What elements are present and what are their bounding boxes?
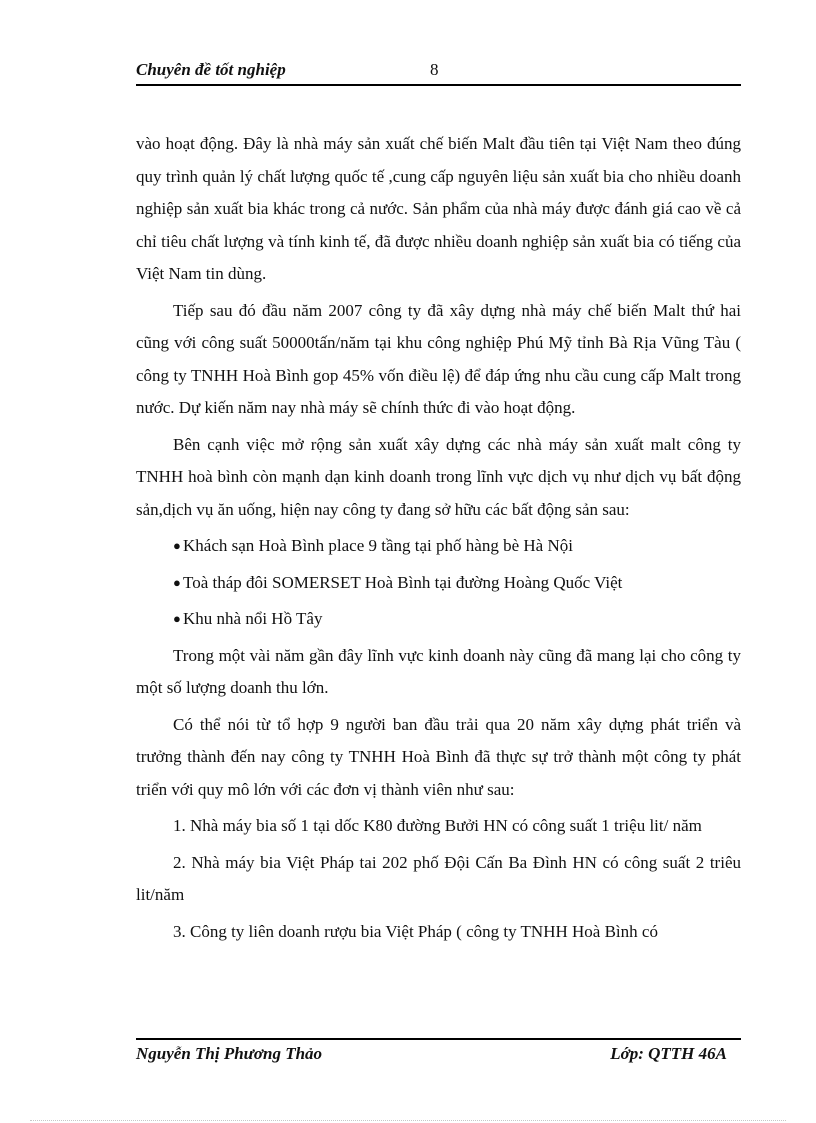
list-item <box>136 530 741 563</box>
list-item <box>136 567 741 600</box>
paragraph-5: Có thể nói từ tổ hợp 9 người ban đầu trải qua 20 năm xây dựng phát triển và trưởng thành đến nay công ty TNHH Hoà Bình đã thực sự trở thành một công ty phát triển với quy mô lớn với các đơn vị thành viên như sau: <box>136 714 741 799</box>
bullet-text: Toà tháp đôi SOMERSET Hoà Bình tại đường Hoàng Quốc Việt <box>183 572 623 592</box>
author-name: Nguyễn Thị Phương Thảo <box>136 1044 323 1063</box>
page-footer <box>136 1038 741 1065</box>
page-edge-divider <box>30 1120 786 1121</box>
paragraph-1: vào hoạt động. Đây là nhà máy sản xuất chế biến Malt đầu tiên tại Việt Nam theo đúng quy trình quản lý chất lượng quốc tế ,cung cấp nguyên liệu sản xuất bia cho nhiều doanh nghiệp sản xuất bia khác trong cả nước. Sản phẩm của nhà máy được đánh giá cao về cả chỉ tiêu chất lượng và tính kinh tế, đã được nhiều doanh nghiệp sản xuất bia có tiếng của Việt Nam tin dùng. <box>136 134 741 283</box>
page-header <box>136 60 741 86</box>
list-item <box>136 603 741 636</box>
bullet-icon: ● <box>173 574 181 590</box>
paragraph-2: Tiếp sau đó đầu năm 2007 công ty đã xây dựng nhà máy chế biến Malt thứ hai cũng với công suất 50000tấn/năm tại khu công nghiệp Phú Mỹ tỉnh Bà Rịa Vũng Tàu ( công ty TNHH Hoà Bình gop 45% vốn điều lệ) để đáp ứng nhu cầu cung cấp Malt trong nước. Dự kiến năm nay nhà máy sẽ chính thức đi vào hoạt động. <box>136 300 741 417</box>
bullet-text: Khu nhà nổi Hồ Tây <box>183 609 323 628</box>
document-body <box>136 128 741 952</box>
document-title: Chuyên đề tốt nghiệp <box>136 60 286 79</box>
paragraph-3: Bên cạnh việc mở rộng sản xuất xây dựng các nhà máy sản xuất malt công ty TNHH hoà bình còn mạnh dạn kinh doanh trong lĩnh vực dịch vụ như dịch vụ bất động sản,dịch vụ ăn uống, hiện nay công ty đang sở hữu các bất động sản sau: <box>136 434 741 519</box>
numbered-item-3: 3. Công ty liên doanh rượu bia Việt Pháp ( công ty TNHH Hoà Bình có <box>173 921 658 941</box>
bullet-icon: ● <box>173 611 181 626</box>
paragraph-4: Trong một vài năm gần đây lĩnh vực kinh doanh này cũng đã mang lại cho công ty một số lượng doanh thu lớn. <box>136 645 741 697</box>
bullet-text: Khách sạn Hoà Bình place 9 tầng tại phố hàng bè Hà Nội <box>183 536 573 555</box>
class-label: Lớp: QTTH 46A <box>610 1044 727 1063</box>
page-number: 8 <box>430 60 439 79</box>
numbered-item-1: 1. Nhà máy bia số 1 tại dốc K80 đường Bưởi HN có công suất 1 triệu lit/ năm <box>173 816 702 835</box>
numbered-item-2: 2. Nhà máy bia Việt Pháp tai 202 phố Đội Cấn Ba Đình HN có công suất 2 triêu lit/năm <box>136 852 741 904</box>
bullet-icon: ● <box>173 538 181 553</box>
